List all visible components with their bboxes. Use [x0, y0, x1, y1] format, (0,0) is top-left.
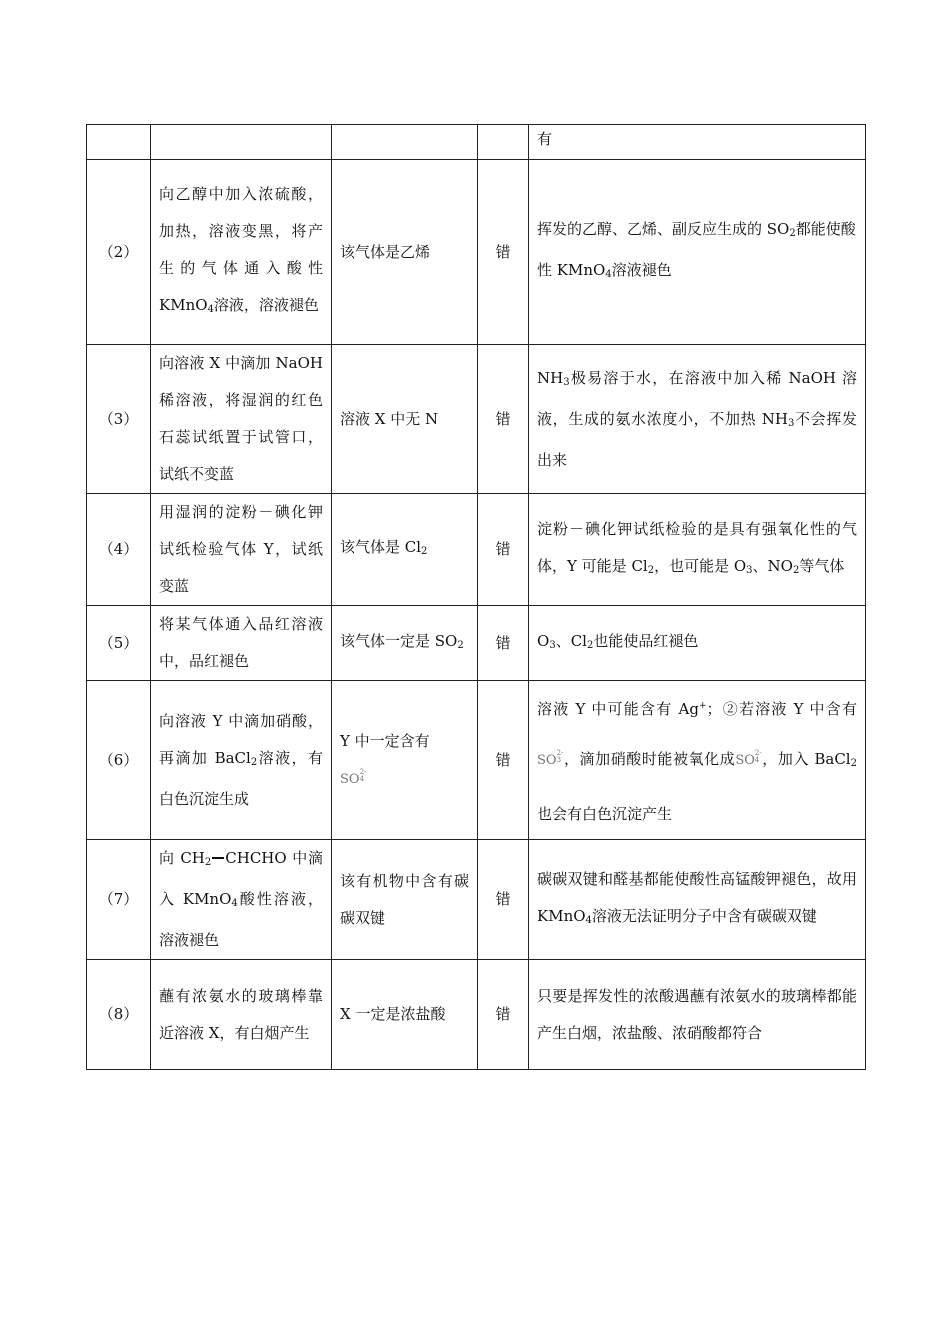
table-row: [87, 125, 866, 160]
verdict-cell: 错: [478, 840, 529, 960]
operation-cell: 向溶液 Y 中滴加硝酸，再滴加 BaCl2溶液，有白色沉淀生成: [151, 681, 332, 840]
reason-cell: 碳碳双键和醛基都能使酸性高锰酸钾褪色，故用 KMnO4溶液无法证明分子中含有碳碳双键: [529, 840, 866, 960]
verdict-cell: 错: [478, 960, 529, 1070]
row-number: （4）: [87, 494, 151, 606]
table-row: [87, 494, 866, 606]
row-number: （6）: [87, 681, 151, 840]
conclusion-cell: 溶液 X 中无 N: [332, 345, 478, 494]
operation-cell: 向溶液 X 中滴加 NaOH 稀溶液，将湿润的红色石蕊试纸置于试管口，试纸不变蓝: [151, 345, 332, 494]
conclusion-cell: 该有机物中含有碳碳双键: [332, 840, 478, 960]
row-number: （8）: [87, 960, 151, 1070]
operation-cell: 向 CH2 CHCHO 中滴入 KMnO4酸性溶液，溶液褪色: [151, 840, 332, 960]
table-row: [87, 840, 866, 960]
reason-cell: O3、Cl2也能使品红褪色: [529, 606, 866, 681]
row-number: （2）: [87, 160, 151, 345]
conclusion-cell: [332, 125, 478, 160]
sulfite-ion-formula: SO2- 3: [537, 749, 564, 768]
reason-cell: NH3极易溶于水，在溶液中加入稀 NaOH 溶液，生成的氨水浓度小，不加热 NH3不会挥发出来: [529, 345, 866, 494]
row-number: （3）: [87, 345, 151, 494]
verdict-cell: [478, 125, 529, 160]
operation-cell: 将某气体通入品红溶液中，品红褪色: [151, 606, 332, 681]
verdict-cell: 错: [478, 681, 529, 840]
table-row: [87, 606, 866, 681]
conclusion-cell: Y 中一定含有 SO2- 4: [332, 681, 478, 840]
table-row: [87, 345, 866, 494]
operation-cell: 向乙醇中加入浓硫酸，加热，溶液变黑，将产生的气体通入酸性 KMnO4溶液，溶液褪色: [151, 160, 332, 345]
verdict-cell: 错: [478, 494, 529, 606]
double-bond-symbol: [212, 857, 224, 859]
table-row: [87, 960, 866, 1070]
conclusion-cell: 该气体是 Cl2: [332, 494, 478, 606]
sulfate-ion-formula: SO2- 4: [340, 767, 367, 787]
verdict-cell: 错: [478, 606, 529, 681]
conclusion-cell: 该气体是乙烯: [332, 160, 478, 345]
row-number: （5）: [87, 606, 151, 681]
verdict-cell: 错: [478, 160, 529, 345]
operation-cell: 用湿润的淀粉－碘化钾试纸检验气体 Y，试纸变蓝: [151, 494, 332, 606]
conclusion-cell: X 一定是浓盐酸: [332, 960, 478, 1070]
verdict-cell: 错: [478, 345, 529, 494]
table-row: [87, 160, 866, 345]
operation-cell: 蘸有浓氨水的玻璃棒靠近溶液 X，有白烟产生: [151, 960, 332, 1070]
table-row: [87, 681, 866, 840]
reason-cell: 淀粉－碘化钾试纸检验的是具有强氧化性的气体，Y 可能是 Cl2，也可能是 O3、NO2等气体: [529, 494, 866, 606]
reason-cell: 溶液 Y 中可能含有 Ag+；②若溶液 Y 中含有 SO2- 3 ，滴加硝酸时能被氧化成SO2- 4 ，加入 BaCl2也会有白色沉淀产生: [529, 681, 866, 840]
reason-cell: 只要是挥发性的浓酸遇蘸有浓氨水的玻璃棒都能产生白烟，浓盐酸、浓硝酸都符合: [529, 960, 866, 1070]
row-number: （7）: [87, 840, 151, 960]
sulfate-ion-formula: SO2- 4: [735, 749, 762, 768]
conclusion-cell: 该气体一定是 SO2: [332, 606, 478, 681]
operation-cell: [151, 125, 332, 160]
row-number: [87, 125, 151, 160]
reason-cell: 有: [529, 125, 866, 160]
reason-cell: 挥发的乙醇、乙烯、副反应生成的 SO2都能使酸性 KMnO4溶液褪色: [529, 160, 866, 345]
experiment-table: [86, 124, 866, 1070]
